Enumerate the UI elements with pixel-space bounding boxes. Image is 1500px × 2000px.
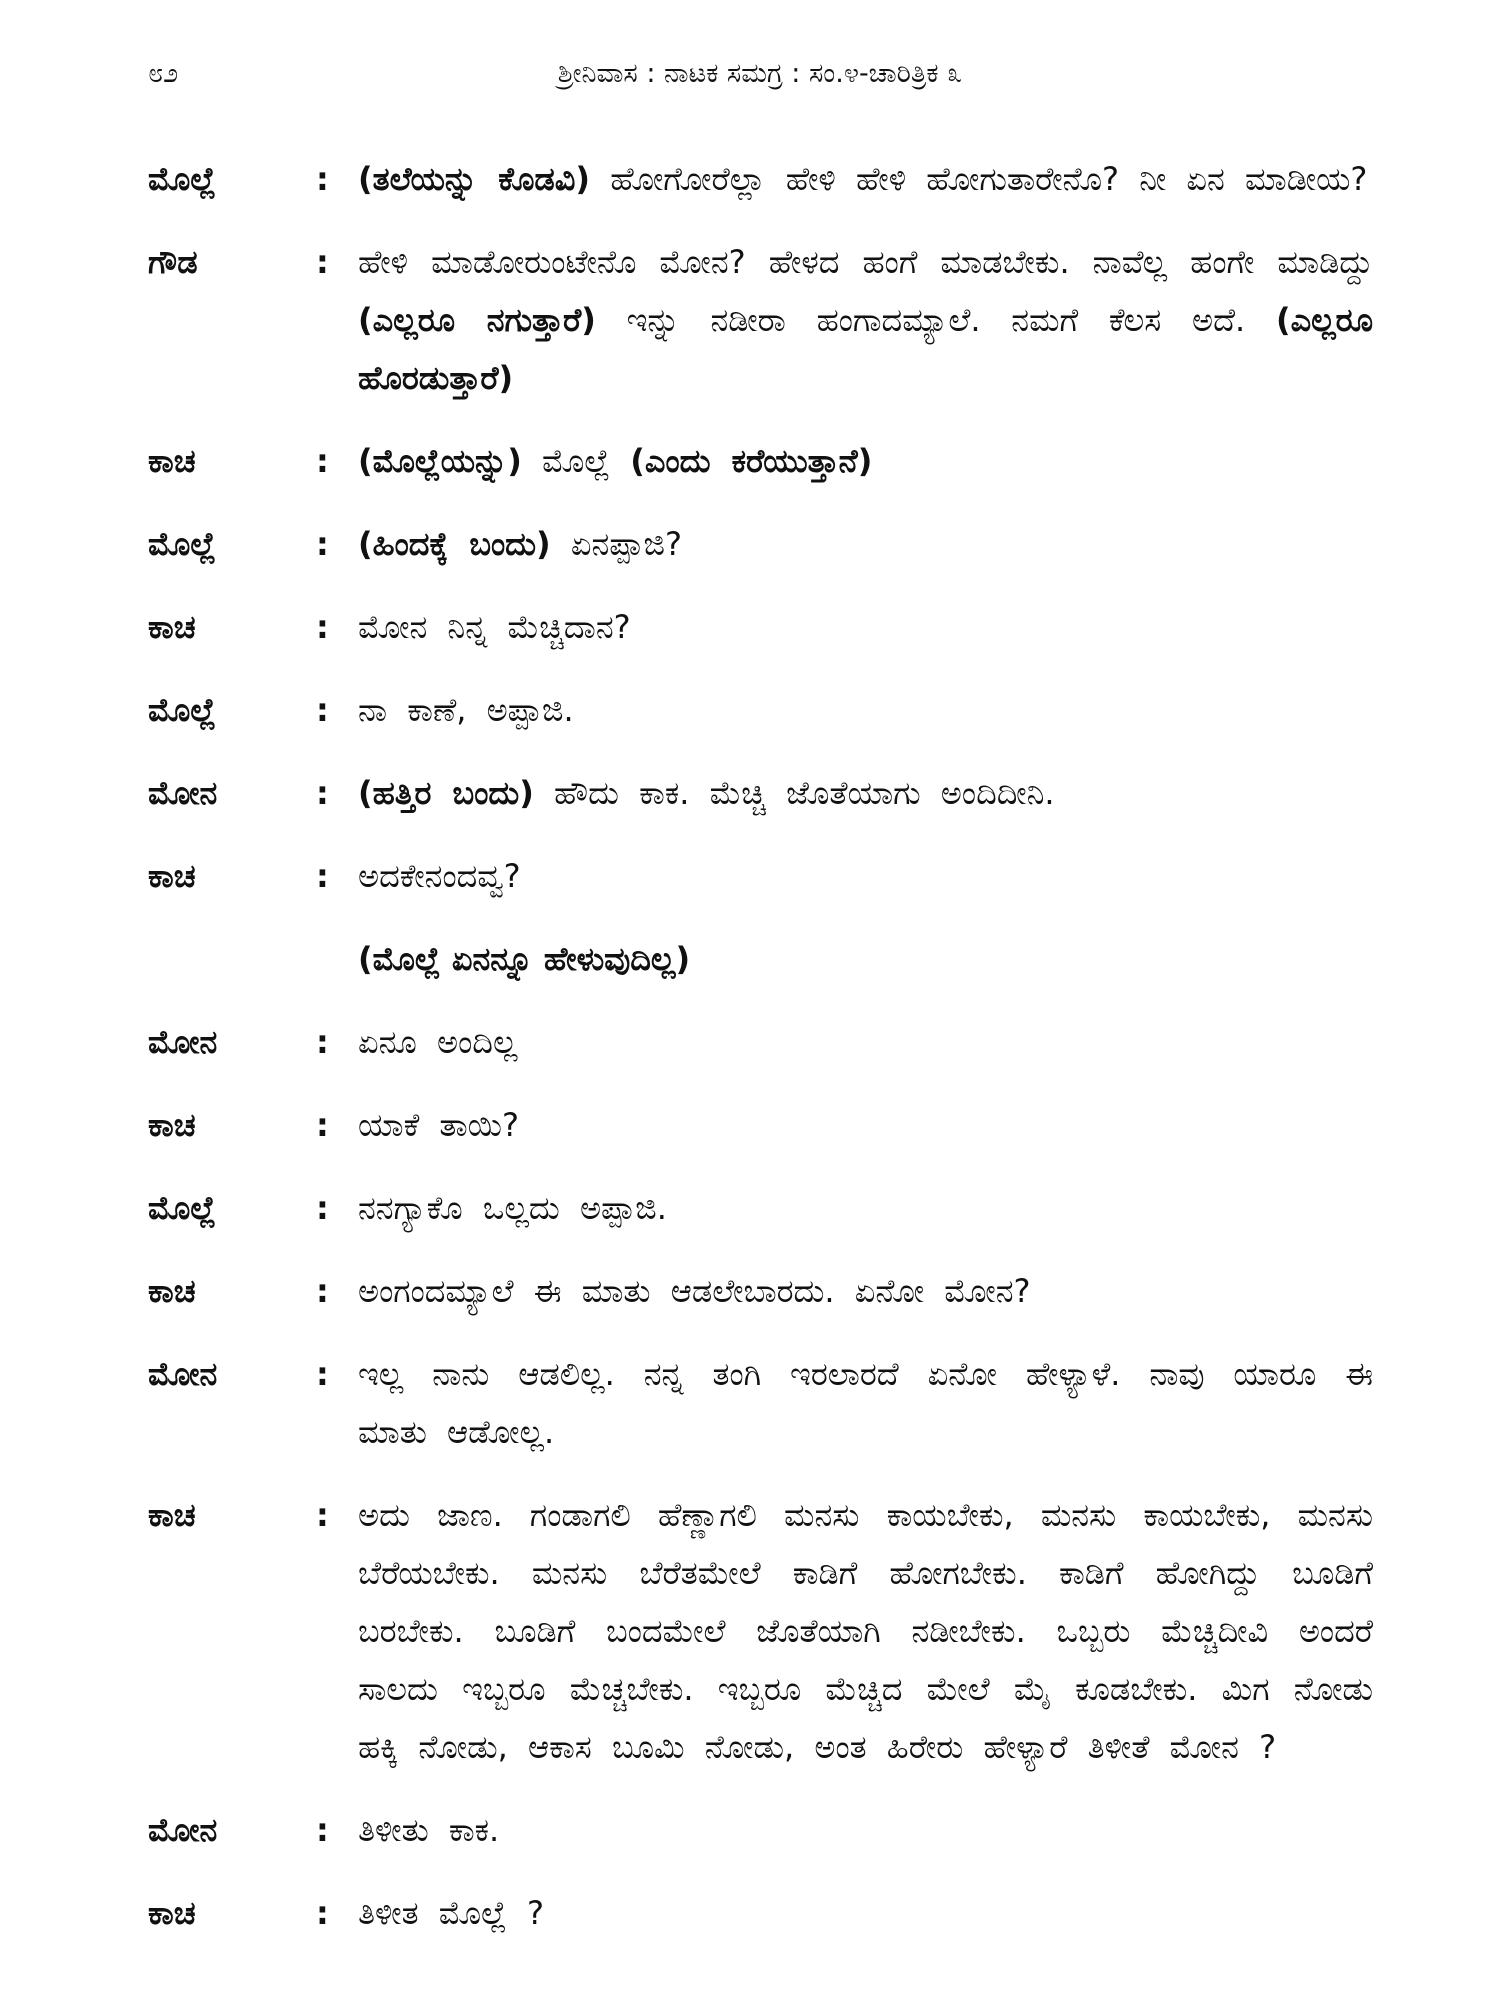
- dialogue-text: ಅಂಗಂದಮ್ಯಾಲೆ ಈ ಮಾತು ಆಡಲೇಬಾರದು. ಏನೋ ಮೋನ?: [358, 1272, 1031, 1310]
- speaker-name: ಕಾಚ: [148, 1106, 196, 1144]
- dialogue-text: ಮೋನ ನಿನ್ನ ಮೆಚ್ಚಿದಾನ?: [358, 608, 631, 646]
- dialogue-line: ಕಾಚ : ಅದಕೇನಂದವ್ವ?: [148, 847, 1373, 905]
- speaker-name: ಕಾಚ: [148, 442, 196, 480]
- page-header: [140, 58, 1380, 98]
- dialogue-text: (ಹಿಂದಕ್ಕೆ ಬಂದು) ಏನಪ್ಪಾಜಿ?: [358, 525, 683, 563]
- dialogue-line: ಗೌಡ : ಹೇಳಿ ಮಾಡೋರುಂಟೇನೊ ಮೋನ? ಹೇಳದ ಹಂಗೆ ಮಾಡಬೇಕು. ನಾವೆಲ್ಲ ಹಂಗೇ ಮಾಡಿದ್ದು (ಎಲ್ಲರೂ ನಗುತ್ತಾರೆ) ಇನ್ನು ನಡೀರಾ ಹಂಗಾದಮ್ಯಾಲೆ. ನಮಗೆ ಕೆಲಸ ಅದೆ. (ಎಲ್ಲರೂ ಹೊರಡುತ್ತಾರೆ): [148, 233, 1373, 407]
- stage-direction: (ತಲೆಯನ್ನು ಕೊಡವಿ): [358, 160, 591, 198]
- dialogue-line: ಮೊಲ್ಲೆ : (ತಲೆಯನ್ನು ಕೊಡವಿ) ಹೋಗೋರೆಲ್ಲಾ ಹೇಳಿ ಹೇಳಿ ಹೋಗುತಾರೇನೊ? ನೀ ಏನ ಮಾಡೀಯ?: [148, 150, 1373, 208]
- dialogue-line: ಕಾಚ : ಅದು ಜಾಣ. ಗಂಡಾಗಲಿ ಹೆಣ್ಣಾಗಲಿ ಮನಸು ಕಾಯಬೇಕು, ಮನಸು ಕಾಯಬೇಕು, ಮನಸು ಬೆರೆಯಬೇಕು. ಮನಸು ಬೆರೆತಮೇಲೆ ಕಾಡಿಗೆ ಹೋಗಬೇಕು. ಕಾಡಿಗೆ ಹೋಗಿದ್ದು ಬೂಡಿಗೆ ಬರಬೇಕು. ಬೂಡಿಗೆ ಬಂದಮೇಲೆ ಜೊತೆಯಾಗಿ ನಡೀಬೇಕು. ಒಬ್ಬರು ಮೆಚ್ಚಿದೀವಿ ಅಂದರೆ ಸಾಲದು ಇಬ್ಬರೂ ಮೆಚ್ಚಬೇಕು. ಇಬ್ಬರೂ ಮೆಚ್ಚಿದ ಮೇಲೆ ಮೈ ಕೂಡಬೇಕು. ಮಿಗ ನೋಡು ಹಕ್ಕಿ ನೋಡು, ಆಕಾಸ ಬೂಮಿ ನೋಡು, ಅಂತ ಹಿರೇರು ಹೇಳ್ಯಾರೆ ತಿಳೀತೆ ಮೋನ ?: [148, 1486, 1373, 1776]
- dialogue-text: ತಿಳೀತು ಕಾಕ.: [358, 1811, 500, 1849]
- dialogue-text: ಇಲ್ಲ ನಾನು ಆಡಲಿಲ್ಲ. ನನ್ನ ತಂಗಿ ಇರಲಾರದೆ ಏನೋ ಹೇಳ್ಯಾಳೆ. ನಾವು ಯಾರೂ ಈ ಮಾತು ಆಡೋಲ್ಲ.: [358, 1355, 1373, 1451]
- running-title: ಶ್ರೀನಿವಾಸ : ನಾಟಕ ಸಮಗ್ರ : ಸಂ.೪-ಚಾರಿತ್ರಿಕ ೩: [557, 58, 963, 89]
- dialogue: [148, 150, 1373, 1967]
- speaker-name: ಮೊಲ್ಲೆ: [148, 691, 217, 729]
- dialogue-text: ನಾ ಕಾಣೆ, ಅಪ್ಪಾಜಿ.: [358, 691, 574, 729]
- speaker-name: ಕಾಚ: [148, 857, 196, 895]
- stage-direction: (ಮೊಲ್ಲೆಯನ್ನು): [358, 442, 522, 480]
- dialogue-text: ತಿಳೀತ ಮೊಲ್ಲೆ ?: [358, 1894, 544, 1932]
- dialogue-text: (ತಲೆಯನ್ನು ಕೊಡವಿ) ಹೋಗೋರೆಲ್ಲಾ ಹೇಳಿ ಹೇಳಿ ಹೋಗುತಾರೇನೊ? ನೀ ಏನ ಮಾಡೀಯ?: [358, 160, 1368, 198]
- dialogue-line: ಕಾಚ : ಯಾಕೆ ತಾಯಿ?: [148, 1096, 1373, 1154]
- dialogue-line: ಮೋನ : ತಿಳೀತು ಕಾಕ.: [148, 1801, 1373, 1859]
- dialogue-text: ಯಾಕೆ ತಾಯಿ?: [358, 1106, 520, 1144]
- dialogue-text: ಹೇಳಿ ಮಾಡೋರುಂಟೇನೊ ಮೋನ? ಹೇಳದ ಹಂಗೆ ಮಾಡಬೇಕು. ನಾವೆಲ್ಲ ಹಂಗೇ ಮಾಡಿದ್ದು (ಎಲ್ಲರೂ ನಗುತ್ತಾರೆ) ಇನ್ನು ನಡೀರಾ ಹಂಗಾದಮ್ಯಾಲೆ. ನಮಗೆ ಕೆಲಸ ಅದೆ. (ಎಲ್ಲರೂ ಹೊರಡುತ್ತಾರೆ): [358, 243, 1373, 397]
- dialogue-text: ಅದು ಜಾಣ. ಗಂಡಾಗಲಿ ಹೆಣ್ಣಾಗಲಿ ಮನಸು ಕಾಯಬೇಕು, ಮನಸು ಕಾಯಬೇಕು, ಮನಸು ಬೆರೆಯಬೇಕು. ಮನಸು ಬೆರೆತಮೇಲೆ ಕಾಡಿಗೆ ಹೋಗಬೇಕು. ಕಾಡಿಗೆ ಹೋಗಿದ್ದು ಬೂಡಿಗೆ ಬರಬೇಕು. ಬೂಡಿಗೆ ಬಂದಮೇಲೆ ಜೊತೆಯಾಗಿ ನಡೀಬೇಕು. ಒಬ್ಬರು ಮೆಚ್ಚಿದೀವಿ ಅಂದರೆ ಸಾಲದು ಇಬ್ಬರೂ ಮೆಚ್ಚಬೇಕು. ಇಬ್ಬರೂ ಮೆಚ್ಚಿದ ಮೇಲೆ ಮೈ ಕೂಡಬೇಕು. ಮಿಗ ನೋಡು ಹಕ್ಕಿ ನೋಡು, ಆಕಾಸ ಬೂಮಿ ನೋಡು, ಅಂತ ಹಿರೇರು ಹೇಳ್ಯಾರೆ ತಿಳೀತೆ ಮೋನ ?: [358, 1496, 1373, 1766]
- stage-direction: (ಎಲ್ಲರೂ ಹೊರಡುತ್ತಾರೆ): [358, 301, 1373, 397]
- dialogue-text: (ಮೊಲ್ಲೆಯನ್ನು) ಮೊಲ್ಲೆ (ಎಂದು ಕರೆಯುತ್ತಾನೆ): [358, 442, 873, 480]
- speaker-name: ಮೋನ: [148, 1023, 218, 1061]
- dialogue-text: ನನಗ್ಯಾಕೊ ಒಲ್ಲದು ಅಪ್ಪಾಜಿ.: [358, 1189, 667, 1227]
- dialogue-text: ಅದಕೇನಂದವ್ವ?: [358, 857, 521, 895]
- stage-direction-line: [148, 930, 1373, 988]
- dialogue-line: ಮೊಲ್ಲೆ : (ಹಿಂದಕ್ಕೆ ಬಂದು) ಏನಪ್ಪಾಜಿ?: [148, 515, 1373, 573]
- dialogue-line: ಮೋನ : ಏನೂ ಅಂದಿಲ್ಲ: [148, 1013, 1373, 1071]
- speaker-name: ಮೋನ: [148, 1811, 218, 1849]
- dialogue-line: ಕಾಚ : ಅಂಗಂದಮ್ಯಾಲೆ ಈ ಮಾತು ಆಡಲೇಬಾರದು. ಏನೋ ಮೋನ?: [148, 1262, 1373, 1320]
- speaker-name: ಮೋನ: [148, 1355, 218, 1393]
- stage-direction: (ಹತ್ತಿರ ಬಂದು): [358, 774, 534, 812]
- dialogue-line: ಮೋನ : ಇಲ್ಲ ನಾನು ಆಡಲಿಲ್ಲ. ನನ್ನ ತಂಗಿ ಇರಲಾರದೆ ಏನೋ ಹೇಳ್ಯಾಳೆ. ನಾವು ಯಾರೂ ಈ ಮಾತು ಆಡೋಲ್ಲ.: [148, 1345, 1373, 1461]
- dialogue-line: ಮೋನ : (ಹತ್ತಿರ ಬಂದು) ಹೌದು ಕಾಕ. ಮೆಚ್ಚಿ ಜೊತೆಯಾಗು ಅಂದಿದೀನಿ.: [148, 764, 1373, 822]
- stage-direction: (ಎಲ್ಲರೂ ನಗುತ್ತಾರೆ): [358, 301, 596, 339]
- speaker-name: ಮೊಲ್ಲೆ: [148, 160, 217, 198]
- speaker-name: ಗೌಡ: [148, 243, 198, 281]
- speaker-name: ಮೊಲ್ಲೆ: [148, 1189, 217, 1227]
- speaker-name: ಕಾಚ: [148, 1894, 196, 1932]
- dialogue-line: ಮೊಲ್ಲೆ : ನನಗ್ಯಾಕೊ ಒಲ್ಲದು ಅಪ್ಪಾಜಿ.: [148, 1179, 1373, 1237]
- speaker-name: ಮೋನ: [148, 774, 218, 812]
- dialogue-line: ಮೊಲ್ಲೆ : ನಾ ಕಾಣೆ, ಅಪ್ಪಾಜಿ.: [148, 681, 1373, 739]
- speaker-name: ಕಾಚ: [148, 608, 196, 646]
- speaker-name: ಕಾಚ: [148, 1496, 196, 1534]
- stage-direction: (ಮೊಲ್ಲೆ ಏನನ್ನೂ ಹೇಳುವುದಿಲ್ಲ): [358, 940, 691, 978]
- dialogue-line: ಕಾಚ : ತಿಳೀತ ಮೊಲ್ಲೆ ?: [148, 1884, 1373, 1942]
- dialogue-text: (ಹತ್ತಿರ ಬಂದು) ಹೌದು ಕಾಕ. ಮೆಚ್ಚಿ ಜೊತೆಯಾಗು ಅಂದಿದೀನಿ.: [358, 774, 1055, 812]
- stage-direction: (ಹಿಂದಕ್ಕೆ ಬಂದು): [358, 525, 551, 563]
- stage-direction: (ಎಂದು ಕರೆಯುತ್ತಾನೆ): [630, 442, 873, 480]
- page-number: ೮೨: [148, 58, 179, 89]
- dialogue-line: ಕಾಚ : (ಮೊಲ್ಲೆಯನ್ನು) ಮೊಲ್ಲೆ (ಎಂದು ಕರೆಯುತ್ತಾನೆ): [148, 432, 1373, 490]
- speaker-name: ಮೊಲ್ಲೆ: [148, 525, 217, 563]
- speaker-name: ಕಾಚ: [148, 1272, 196, 1310]
- dialogue-line: ಕಾಚ : ಮೋನ ನಿನ್ನ ಮೆಚ್ಚಿದಾನ?: [148, 598, 1373, 656]
- dialogue-text: ಏನೂ ಅಂದಿಲ್ಲ: [358, 1023, 518, 1061]
